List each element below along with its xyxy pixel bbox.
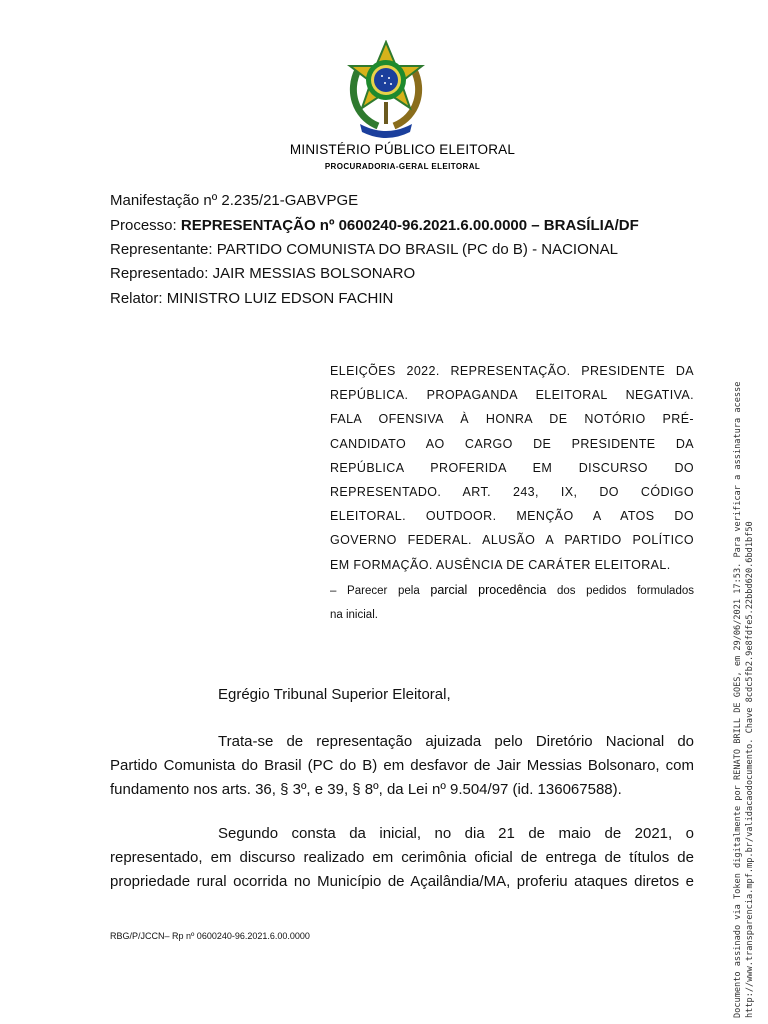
processo-line [110,217,639,234]
parecer-emphasis: parcial procedência [430,583,547,597]
signature-note-line-2: http://www.transparencia.mpf.mp.br/validacaodocumento. Chave 8cdc5fb2.9e8fdfe5.22bbd620.6bd1bf50 [745,521,755,1018]
brazil-coat-of-arms-icon [344,40,428,140]
ementa-line: CANDIDATO AO CARGO DE PRESIDENTE DA [330,436,694,451]
paragraph-line: Partido Comunista do Brasil (PC do B) em desfavor de Jair Messias Bolsonaro, com [110,757,694,774]
manifestacao-line: Manifestação nº 2.235/21-GABVPGE [110,192,359,209]
ementa-line: GOVERNO FEDERAL. ALUSÃO A PARTIDO POLÍTICO [330,533,694,548]
paragraph-line: propriedade rural ocorrida no Município de Açailândia/MA, proferiu ataques diretos e [110,873,694,890]
parecer [330,578,694,627]
paragraph-1 [110,730,694,802]
paragraph-line: fundamento nos arts. 36, § 3º, e 39, § 8º, da Lei nº 9.504/97 (id. 136067588). [110,781,622,798]
signature-note-line-1: Documento assinado via Token digitalmente por RENATO BRILL DE GOES, em 29/06/2021 17:53. Para verificar a assinatura acesse [733,381,743,1018]
processo-value: REPRESENTAÇÃO nº 0600240-96.2021.6.00.0000 – BRASÍLIA/DF [180,217,639,234]
ementa-line: REPÚBLICA. PROPAGANDA ELEITORAL NEGATIVA. [330,388,694,403]
relator-line: Relator: MINISTRO LUIZ EDSON FACHIN [110,290,394,307]
representado-line: Representado: JAIR MESSIAS BOLSONARO [110,265,416,282]
processo-label: Processo: [110,217,181,234]
representante-line: Representante: PARTIDO COMUNISTA DO BRASIL (PC do B) - NACIONAL [110,241,618,258]
ementa-line: ELEITORAL. OUTDOOR. MENÇÃO A ATOS DO [330,509,694,524]
ementa-line: FALA OFENSIVA À HONRA DE NOTÓRIO PRÉ- [330,412,694,427]
ementa-line: REPÚBLICA PROFERIDA EM DISCURSO DO [330,460,694,475]
paragraph-line: representado, em discurso realizado em cerimônia oficial de entrega de títulos de [110,849,694,866]
parecer-line-2: na inicial. [330,609,378,621]
salutation: Egrégio Tribunal Superior Eleitoral, [218,686,451,703]
ementa-line: ELEIÇÕES 2022. REPRESENTAÇÃO. PRESIDENTE DA [330,364,694,378]
page-footer: RBG/P/JCCN– Rp nº 0600240-96.2021.6.00.0000 [110,931,310,941]
parecer-prefix: – Parecer pela [330,585,431,597]
paragraph-line: Trata-se de representação ajuizada pelo Diretório Nacional do [218,733,694,750]
org-title: MINISTÉRIO PÚBLICO ELEITORAL [289,142,516,157]
parecer-suffix: dos pedidos formulados [546,585,694,597]
paragraph-2 [110,822,694,894]
parecer-line [330,578,694,603]
ementa-line: EM FORMAÇÃO. AUSÊNCIA DE CARÁTER ELEITORAL. [330,557,671,572]
ementa-line: REPRESENTADO. ART. 243, IX, DO CÓDIGO [330,485,694,500]
ementa [330,359,694,577]
signature-note [732,318,756,1018]
paragraph-line: Segundo consta da inicial, no dia 21 de maio de 2021, o [218,825,694,842]
org-subtitle: PROCURADORIA-GERAL ELEITORAL [324,162,481,171]
